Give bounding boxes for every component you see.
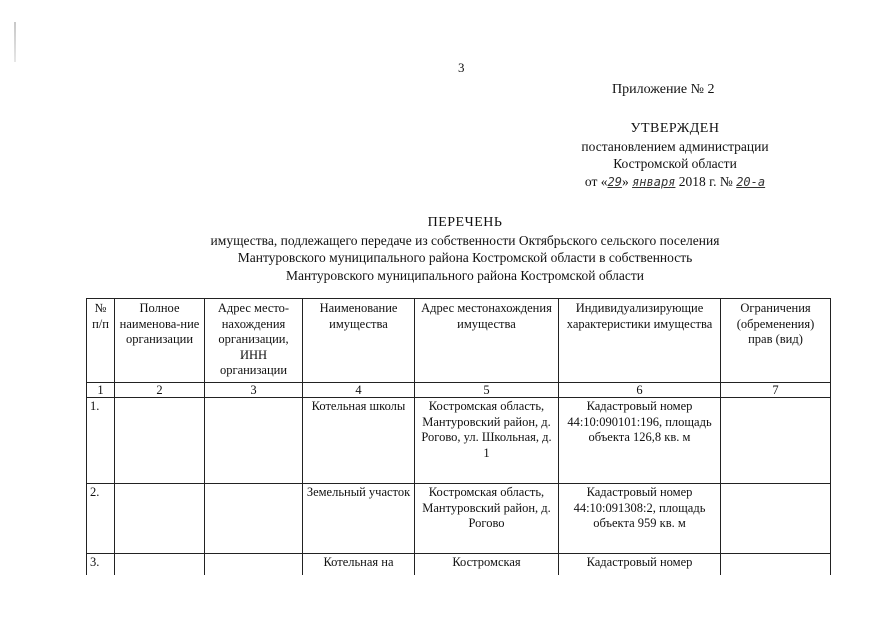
- document-heading: ПЕРЕЧЕНЬ: [427, 215, 503, 230]
- property-name-cell: Земельный участок: [303, 484, 415, 554]
- header-number: № п/п: [87, 299, 115, 383]
- header-organization-address: Адрес место-нахождения организации, ИНН организации: [205, 299, 303, 383]
- header-property-address: Адрес местонахождения имущества: [415, 299, 559, 383]
- restrictions-cell: [721, 398, 831, 484]
- column-number-row: [87, 383, 831, 398]
- title-line-1: имущества, подлежащего передаче из собственности Октябрьского сельского поселения: [210, 232, 720, 248]
- property-address-cell: Костромская область, Мантуровский район, д. Рогово: [415, 484, 559, 554]
- table-header-row: [87, 299, 831, 383]
- date-year: 2018 г. №: [675, 173, 737, 189]
- property-name-cell: Котельная на: [303, 554, 415, 576]
- property-address-cell: Костромская: [415, 554, 559, 576]
- approval-line-1: постановлением администрации: [581, 138, 769, 154]
- column-number: 3: [205, 383, 303, 398]
- date-month: января: [632, 174, 676, 189]
- approval-line-2: Костромской области: [613, 156, 737, 171]
- organization-address-cell: [205, 398, 303, 484]
- characteristics-cell: Кадастровый номер: [559, 554, 721, 576]
- header-restrictions: Ограничения (обременения) прав (вид): [721, 299, 831, 383]
- restrictions-cell: [721, 484, 831, 554]
- date-day: 29: [607, 174, 622, 189]
- row-number: 3.: [87, 554, 115, 576]
- property-address-cell: Костромская область, Мантуровский район, д. Рогово, ул. Школьная, д. 1: [415, 398, 559, 484]
- column-number: 2: [115, 383, 205, 398]
- header-organization-name: Полное наименова-ние организации: [115, 299, 205, 383]
- date-prefix: от «: [584, 173, 608, 189]
- appendix-label: Приложение № 2: [612, 82, 715, 97]
- property-name-cell: Котельная школы: [303, 398, 415, 484]
- table-row: [87, 398, 831, 484]
- row-number: 2.: [87, 484, 115, 554]
- table-row: [87, 484, 831, 554]
- row-number: 1.: [87, 398, 115, 484]
- organization-address-cell: [205, 554, 303, 576]
- characteristics-cell: Кадастровый номер 44:10:090101:196, площадь объекта 126,8 кв. м: [559, 398, 721, 484]
- document-number: 20-а: [736, 174, 766, 189]
- characteristics-cell: Кадастровый номер 44:10:091308:2, площадь объекта 959 кв. м: [559, 484, 721, 554]
- header-property-name: Наименование имущества: [303, 299, 415, 383]
- organization-address-cell: [205, 484, 303, 554]
- organization-name-cell: [115, 398, 205, 484]
- column-number: 6: [559, 383, 721, 398]
- column-number: 4: [303, 383, 415, 398]
- page-number: 3: [458, 60, 465, 75]
- column-number: 7: [721, 383, 831, 398]
- organization-name-cell: [115, 554, 205, 576]
- header-characteristics: Индивидуализирующие характеристики имущества: [559, 299, 721, 383]
- property-table: [86, 298, 831, 575]
- column-number: 5: [415, 383, 559, 398]
- column-number: 1: [87, 383, 115, 398]
- organization-name-cell: [115, 484, 205, 554]
- restrictions-cell: [721, 554, 831, 576]
- title-line-2: Мантуровского муниципального района Костромской области в собственность: [237, 250, 693, 265]
- title-line-3: Мантуровского муниципального района Костромской области: [285, 267, 645, 283]
- approved-heading: УТВЕРЖДЕН: [630, 121, 720, 136]
- date-mid: »: [621, 173, 633, 189]
- table-row: [87, 554, 831, 576]
